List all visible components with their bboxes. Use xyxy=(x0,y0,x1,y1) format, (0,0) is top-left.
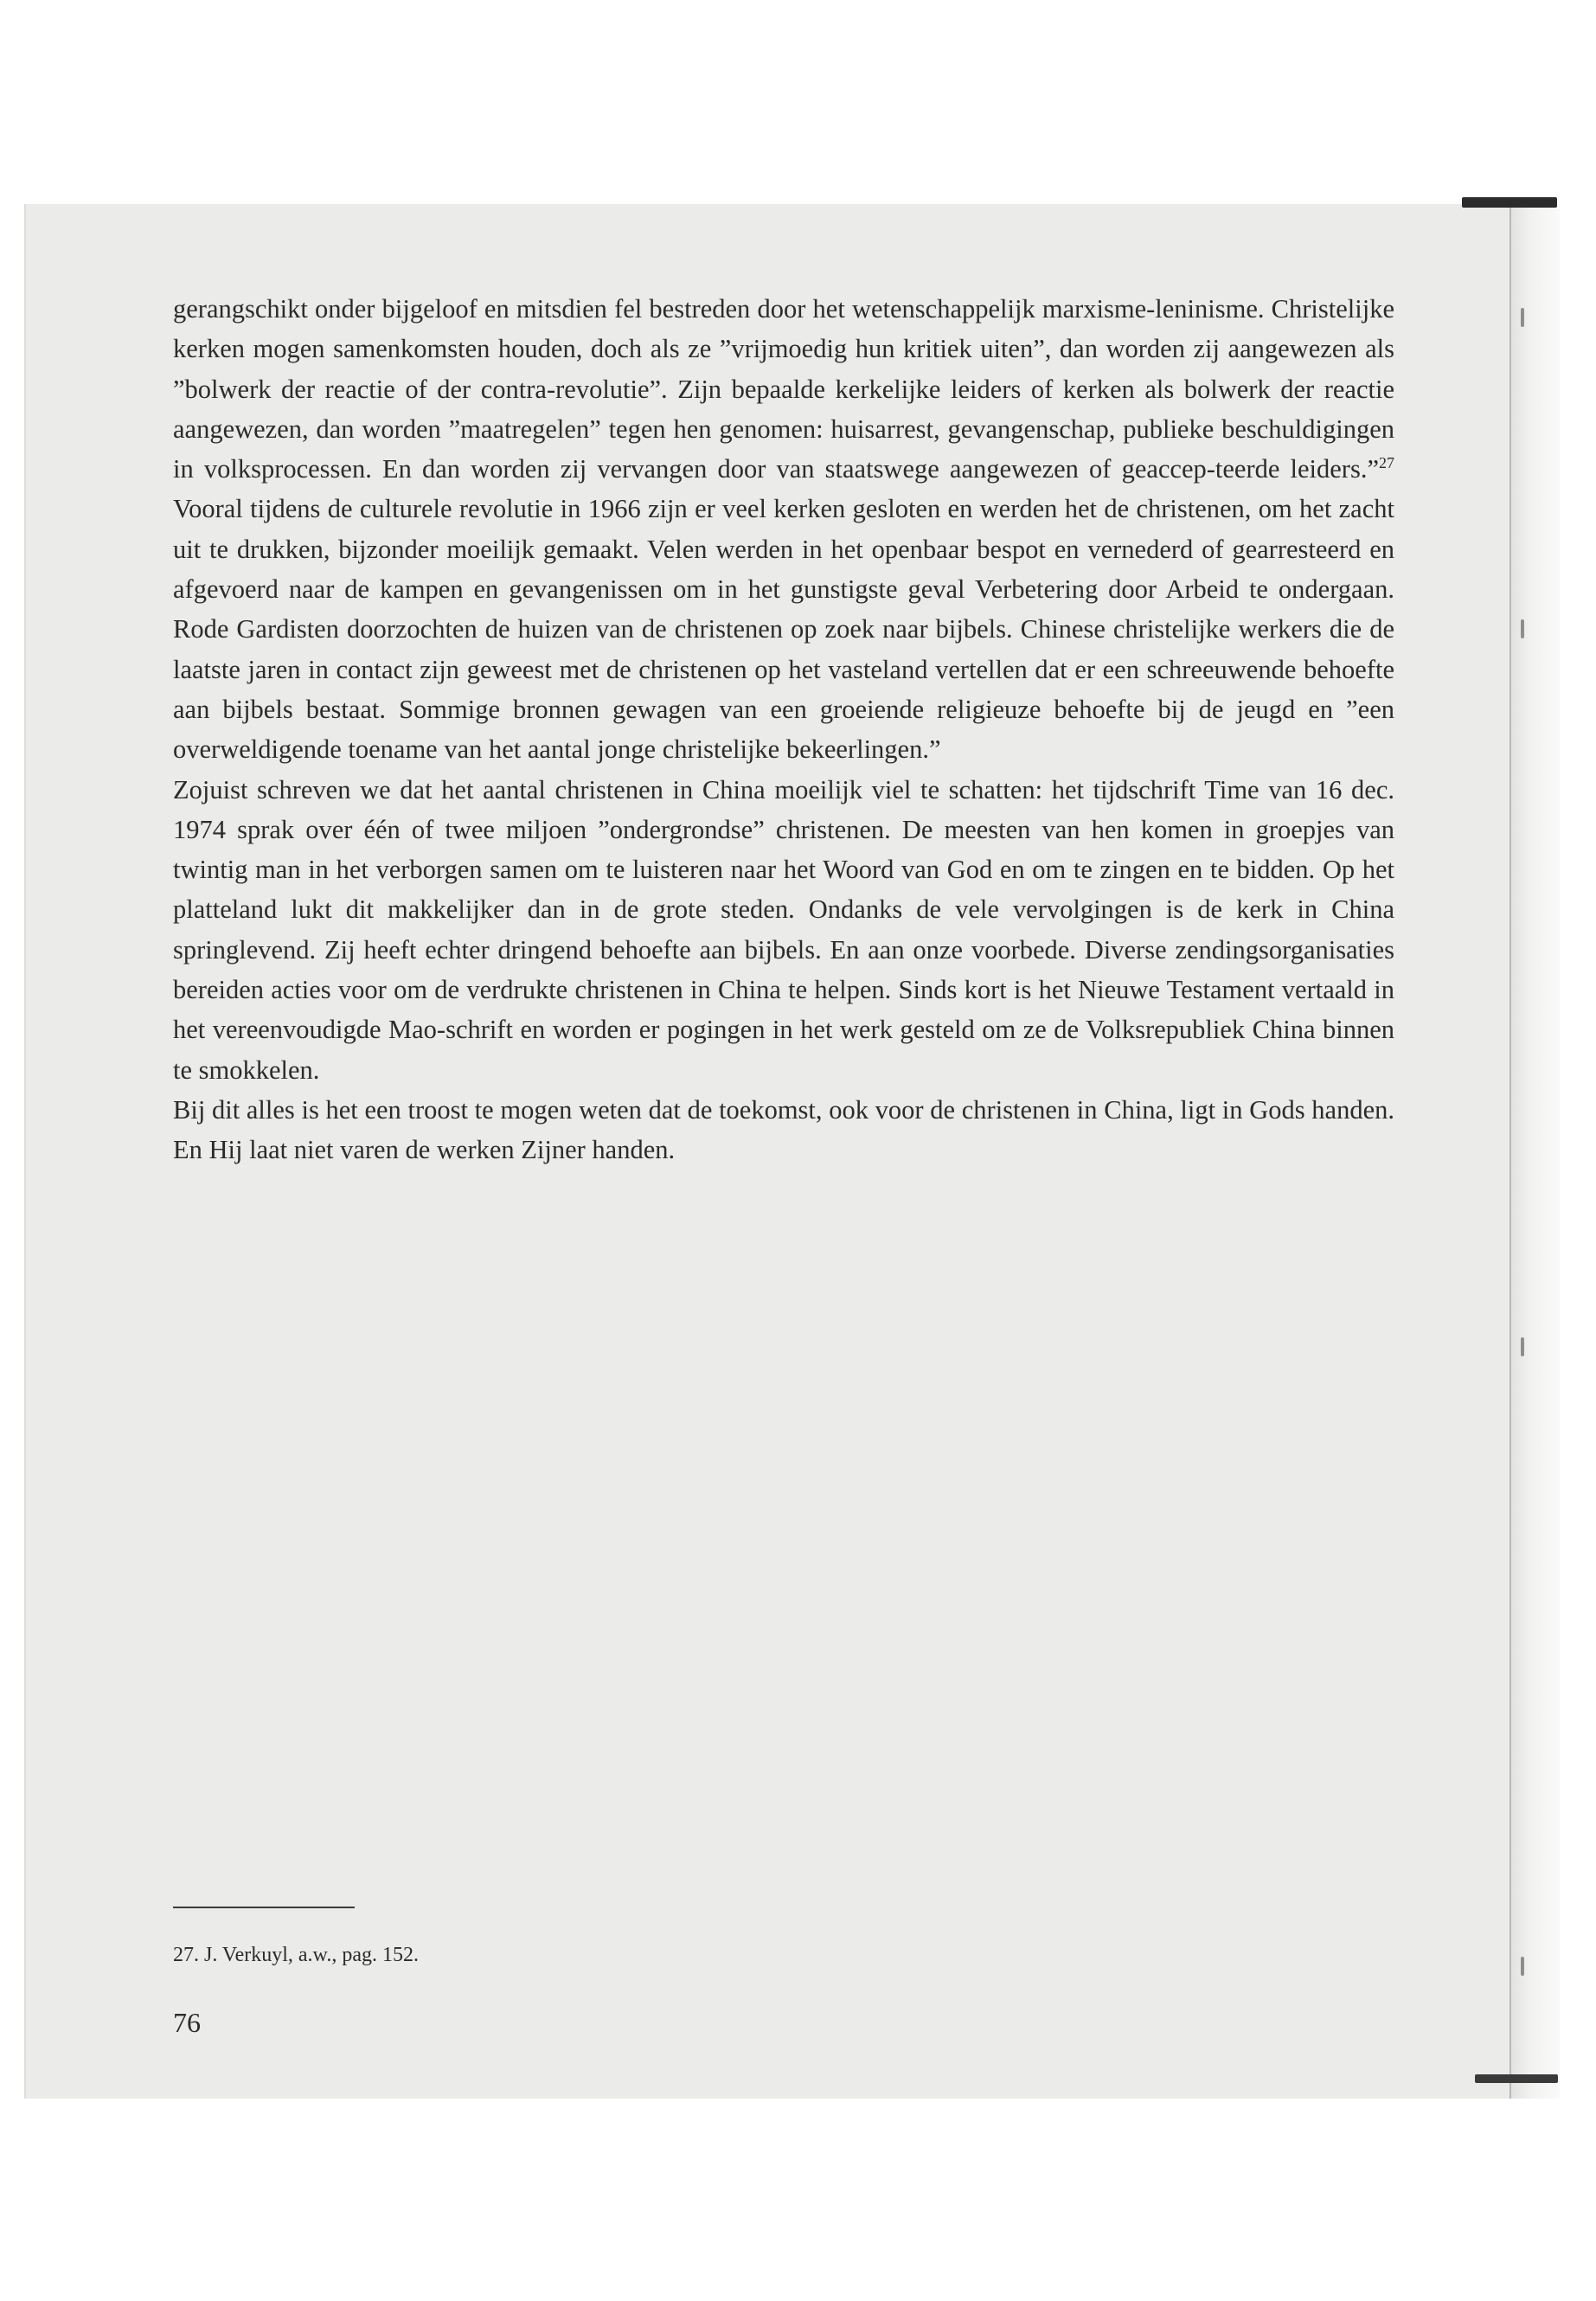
paragraph-1-continuation: Vooral tijdens de culturele revolutie in 1966 zijn er veel kerken gesloten en werden het de christenen, om het zacht uit te drukken, bijzonder moeilijk gemaakt. Velen werden in het openbaar bespot en vernederd of gearresteerd en afgevoerd naar de kampen en gevangenissen om in het gunstigste geval Verbetering door Arbeid te ondergaan. Rode Gardisten doorzochten de huizen van de christenen op zoek naar bijbels. Chinese christelijke werkers die de laatste jaren in contact zijn geweest met de christenen op het vasteland vertellen dat er een schreeuwende behoefte aan bijbels bestaat. Sommige bronnen gewagen van een groeiende religieuze behoefte bij de jeugd en ”een overweldigende toename van het aantal jonge christelijke bekeerlingen.” xyxy=(173,494,1394,765)
binding-stitch xyxy=(1521,619,1524,638)
body-text xyxy=(173,289,1394,1170)
paragraph-2: Zojuist schreven we dat het aantal christenen in China moeilijk viel te schatten: het tijdschrift Time van 16 dec. 1974 sprak over één of twee miljoen ”ondergrondse” christenen. De meesten van hen komen in groepjes van twintig man in het verborgen samen om te luisteren naar het Woord van God en om te zingen en te bidden. Op het platteland lukt dit makkelijker dan in de grote steden. Ondanks de vele vervolgingen is de kerk in China springlevend. Zij heeft echter dringend behoefte aan bijbels. En aan onze voorbede. Diverse zendingsorganisaties bereiden acties voor om de verdrukte christenen in China te helpen. Sinds kort is het Nieuwe Testament vertaald in het vereenvoudigde Mao-schrift en worden er pogingen in het werk gesteld om ze de Volksrepubliek China binnen te smokkelen. xyxy=(173,774,1394,1085)
footnote-reference[interactable]: 27 xyxy=(1379,454,1394,472)
spine-top-edge xyxy=(1462,197,1557,208)
binding-stitch xyxy=(1521,1957,1524,1976)
binding-stitch xyxy=(1521,308,1524,327)
paragraph-3: Bij dit alles is het een troost te mogen weten dat de toekomst, ook voor de christenen in China, ligt in Gods handen. En Hij laat niet varen de werken Zijner handen. xyxy=(173,1094,1394,1165)
book-spine xyxy=(1509,204,1560,2099)
paragraph-1 xyxy=(173,289,1394,770)
spine-bottom-edge xyxy=(1475,2074,1558,2083)
footnote-separator xyxy=(173,1907,355,1908)
paragraph-1-text: gerangschikt onder bijgeloof en mitsdien fel bestreden door het wetenschappelijk marxisme-leninisme. Christelijke kerken mogen samenkomsten houden, doch als ze ”vrijmoedig hun kritiek uiten”, dan worden zij aangewezen als ”bolwerk der reactie of der contra-revolutie”. Zijn bepaalde kerkelijke leiders of kerken als bolwerk der reactie aangewezen, dan worden ”maatregelen” tegen hen genomen: huisarrest, gevangenschap, publieke beschuldigingen in volksprocessen. En dan worden zij vervangen door van staatswege aangewezen of geaccep-teerde leiders.” xyxy=(173,294,1394,484)
binding-stitch xyxy=(1521,1337,1524,1356)
page-number: 76 xyxy=(173,2007,201,2038)
footnote: 27. J. Verkuyl, a.w., pag. 152. xyxy=(173,1944,419,1966)
